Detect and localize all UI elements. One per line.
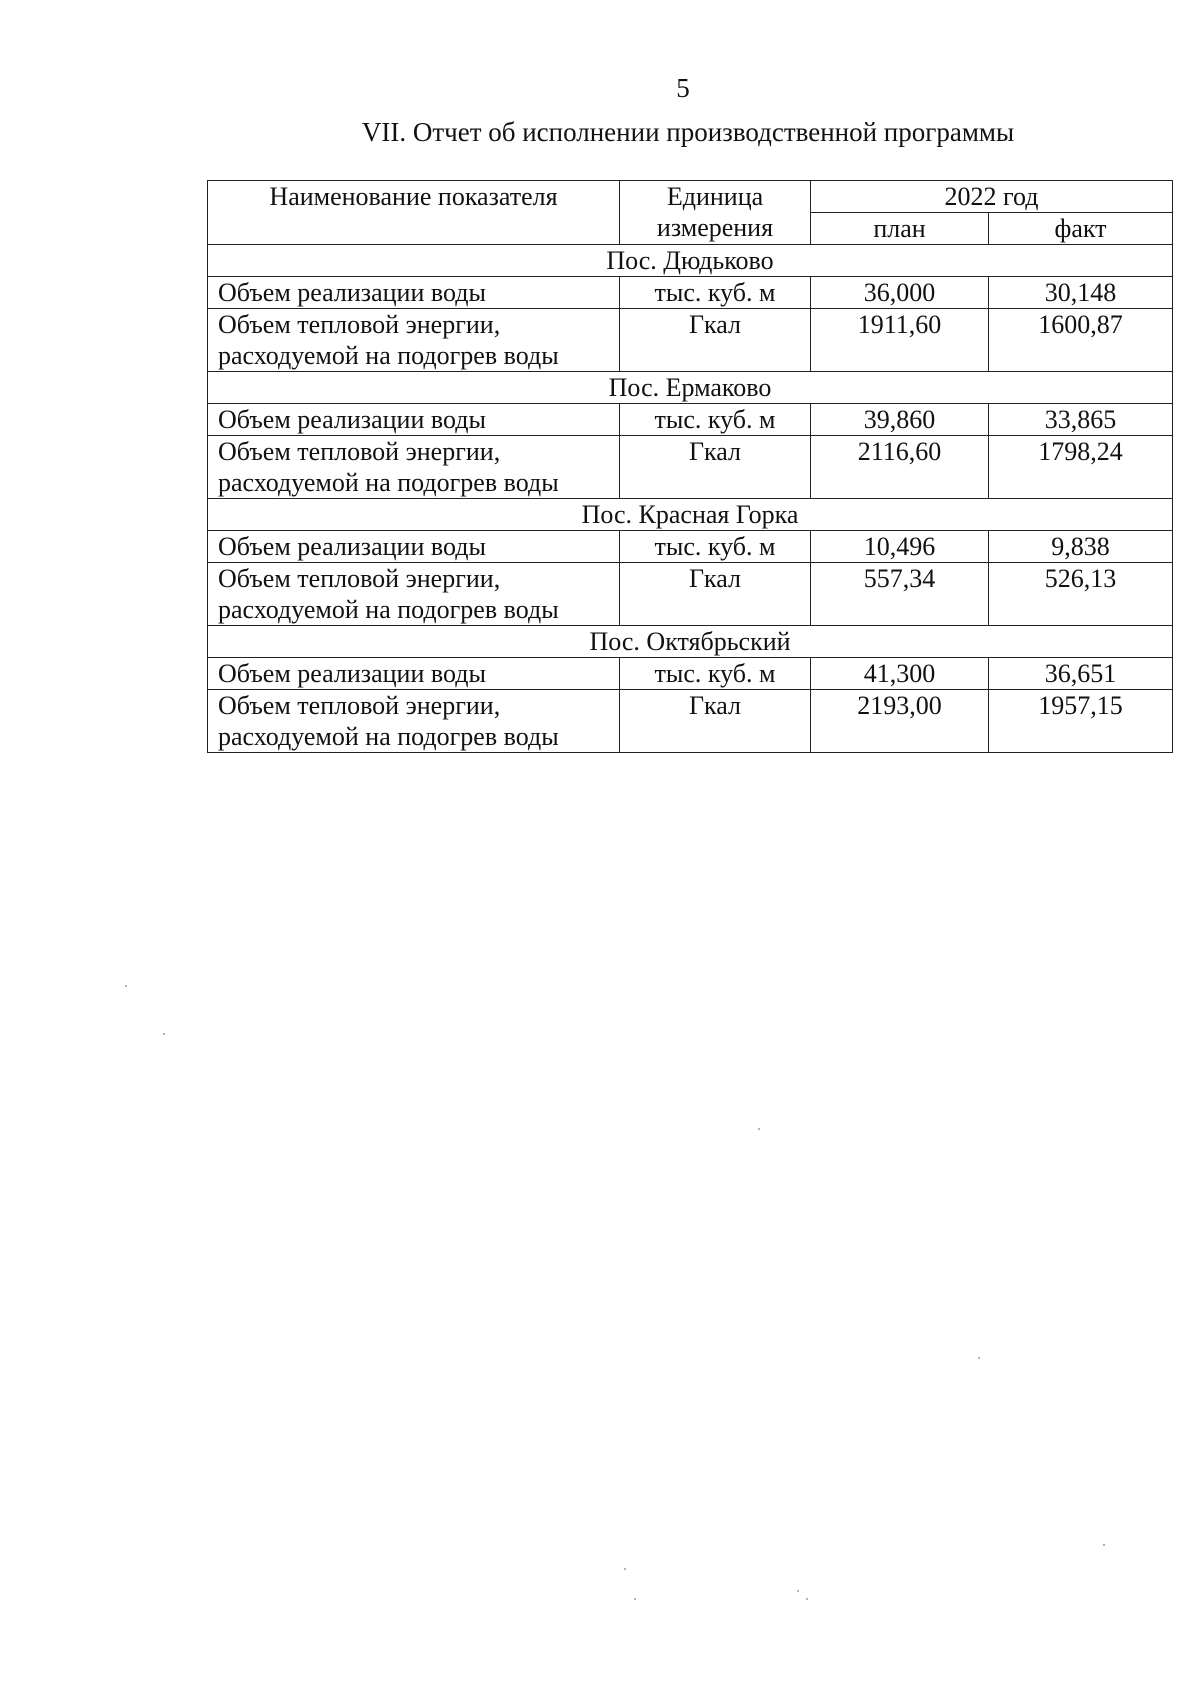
- plan-value: 10,496: [811, 531, 989, 563]
- plan-value: 2193,00: [811, 690, 989, 753]
- indicator-unit: Гкал: [620, 436, 811, 499]
- scan-speck: [758, 1128, 760, 1130]
- section-title: VII. Отчет об исполнении производственной программы: [361, 117, 1015, 147]
- fact-value: 1600,87: [989, 309, 1173, 372]
- header-indicator-name: Наименование показателя: [208, 181, 620, 245]
- table-row: [208, 309, 1173, 372]
- plan-value: 557,34: [811, 563, 989, 626]
- indicator-unit: Гкал: [620, 309, 811, 372]
- indicator-name: Объем реализации воды: [208, 531, 620, 563]
- scan-speck: [163, 1033, 165, 1035]
- indicator-name: Объем реализации воды: [208, 277, 620, 309]
- table-header-row: [208, 181, 1173, 213]
- table-row: [208, 436, 1173, 499]
- indicator-name: Объем тепловой энергии, расходуемой на подогрев воды: [208, 690, 620, 753]
- indicator-name: Объем тепловой энергии, расходуемой на подогрев воды: [208, 436, 620, 499]
- plan-value: 41,300: [811, 658, 989, 690]
- plan-value: 1911,60: [811, 309, 989, 372]
- group-row: [208, 372, 1173, 404]
- indicator-name: Объем реализации воды: [208, 404, 620, 436]
- group-row: [208, 626, 1173, 658]
- plan-value: 2116,60: [811, 436, 989, 499]
- indicator-unit: Гкал: [620, 563, 811, 626]
- indicator-unit: тыс. куб. м: [620, 531, 811, 563]
- group-title: Пос. Красная Горка: [208, 499, 1173, 531]
- fact-value: 9,838: [989, 531, 1173, 563]
- scan-speck: [806, 1598, 808, 1600]
- group-title: Пос. Дюдьково: [208, 245, 1173, 277]
- plan-value: 36,000: [811, 277, 989, 309]
- indicator-name: Объем реализации воды: [208, 658, 620, 690]
- scan-speck: [797, 1590, 799, 1592]
- fact-value: 36,651: [989, 658, 1173, 690]
- production-program-table: [207, 180, 1173, 753]
- scan-speck: [624, 1568, 626, 1570]
- page-number: 5: [676, 73, 690, 103]
- plan-value: 39,860: [811, 404, 989, 436]
- group-row: [208, 499, 1173, 531]
- indicator-unit: тыс. куб. м: [620, 658, 811, 690]
- header-unit: [620, 181, 811, 245]
- indicator-unit: тыс. куб. м: [620, 404, 811, 436]
- group-row: [208, 245, 1173, 277]
- header-unit-label: Единица измерения: [656, 182, 774, 242]
- fact-value: 1798,24: [989, 436, 1173, 499]
- fact-value: 33,865: [989, 404, 1173, 436]
- indicator-name: Объем тепловой энергии, расходуемой на подогрев воды: [208, 563, 620, 626]
- group-title: Пос. Октябрьский: [208, 626, 1173, 658]
- indicator-unit: Гкал: [620, 690, 811, 753]
- table-row: [208, 658, 1173, 690]
- indicator-name: Объем тепловой энергии, расходуемой на подогрев воды: [208, 309, 620, 372]
- group-title: Пос. Ермаково: [208, 372, 1173, 404]
- fact-value: 1957,15: [989, 690, 1173, 753]
- fact-value: 30,148: [989, 277, 1173, 309]
- fact-value: 526,13: [989, 563, 1173, 626]
- scan-speck: [634, 1598, 636, 1600]
- indicator-unit: тыс. куб. м: [620, 277, 811, 309]
- scan-speck: [125, 985, 127, 987]
- header-plan: план: [811, 213, 989, 245]
- table-row: [208, 404, 1173, 436]
- scan-speck: [978, 1357, 980, 1359]
- header-year: 2022 год: [811, 181, 1173, 213]
- table-row: [208, 563, 1173, 626]
- table-row: [208, 690, 1173, 753]
- header-fact: факт: [989, 213, 1173, 245]
- table-row: [208, 531, 1173, 563]
- table-row: [208, 277, 1173, 309]
- scan-speck: [1103, 1544, 1105, 1546]
